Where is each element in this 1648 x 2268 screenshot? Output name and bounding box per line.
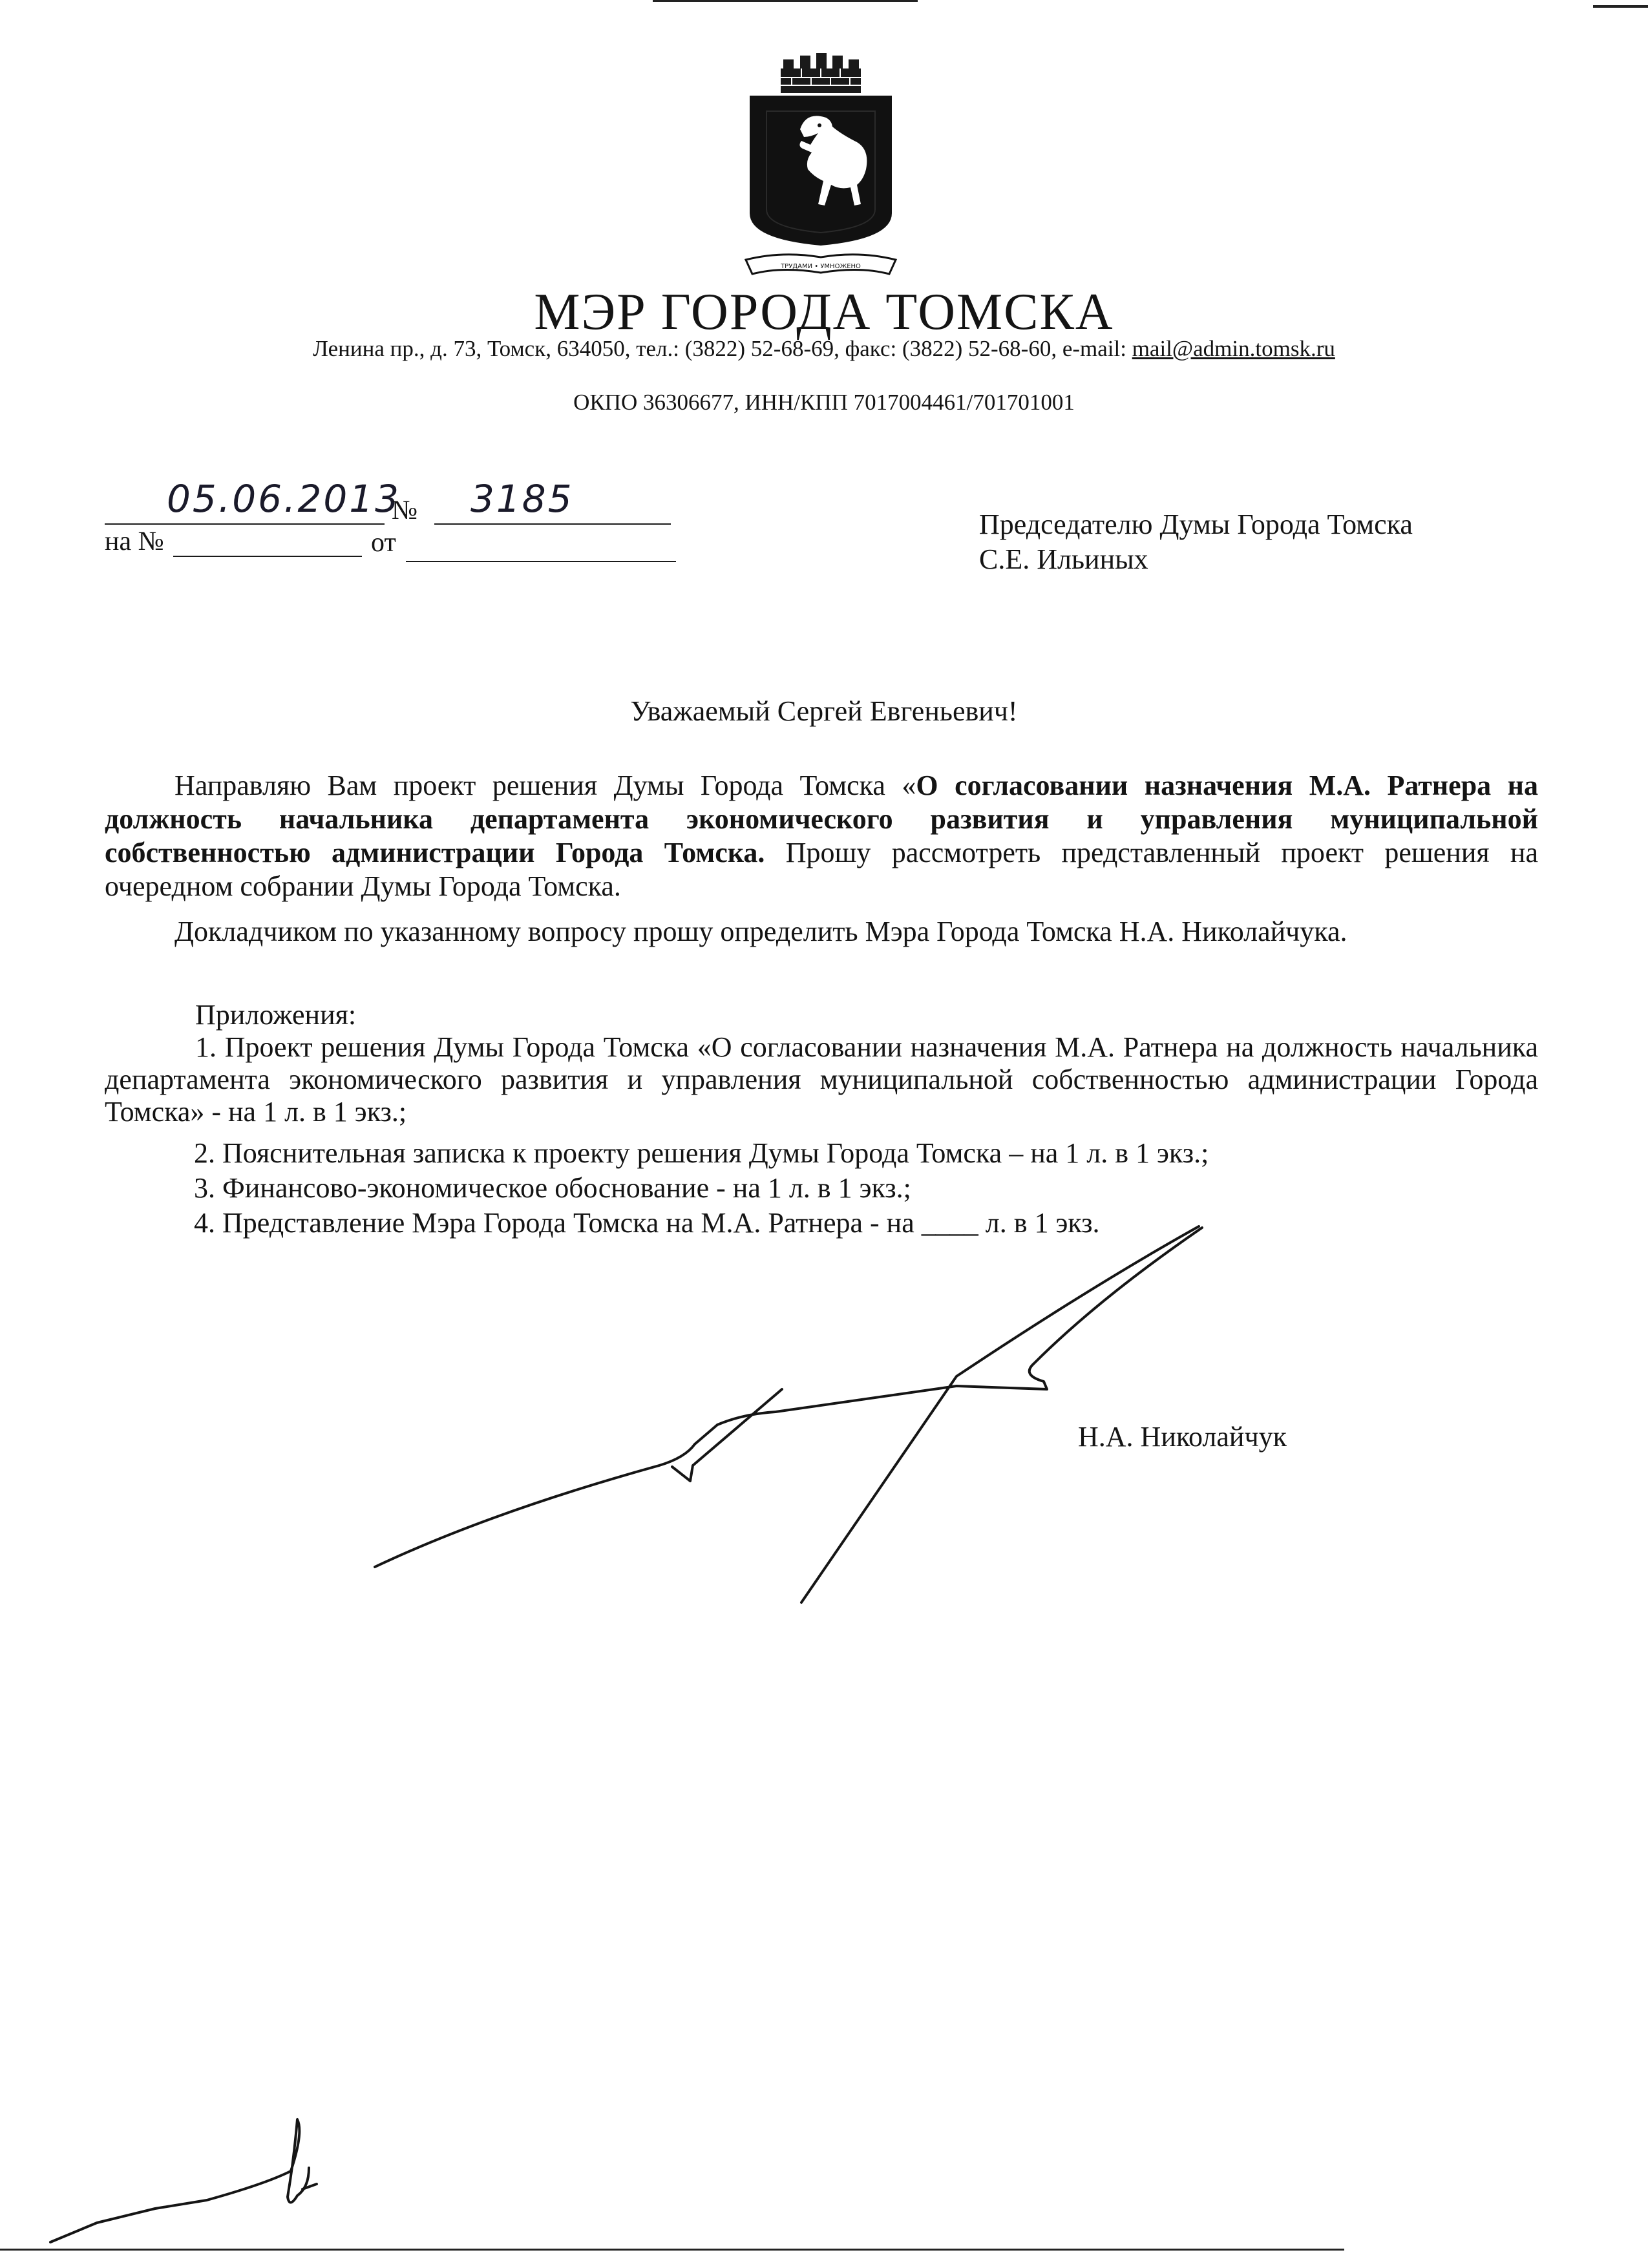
body-p1-start: Направляю Вам проект решения Думы Города Томска « — [174, 770, 916, 801]
addressee-line-2: С.Е. Ильиных — [979, 543, 1148, 575]
ref-from-label: от — [371, 528, 396, 558]
address-text: Ленина пр., д. 73, Томск, 634050, тел.: (3822) 52-68-69, факс: (3822) 52-68-60, e-mail: — [313, 336, 1132, 361]
attachments-heading: Приложения: — [195, 999, 357, 1031]
date-field: 05.06.2013 — [167, 477, 401, 521]
attachment-item-3: 3. Финансово-экономическое обоснование - на 1 л. в 1 экз.; — [194, 1172, 911, 1204]
addressee-line-1: Председателю Думы Города Томска — [979, 509, 1413, 540]
email-link[interactable]: mail@admin.tomsk.ru — [1132, 336, 1335, 361]
crest-motto: ТРУДАМИ • УМНОЖЕНО — [781, 263, 861, 270]
signer-name: Н.А. Николайчук — [1078, 1421, 1287, 1453]
body-paragraph-2: Докладчиком по указанному вопросу прошу определить Мэра Города Томска Н.А. Николайчука. — [174, 916, 1347, 947]
number-label: № — [392, 496, 418, 525]
okpo-line: ОКПО 36306677, ИНН/КПП 7017004461/701701001 — [573, 390, 1075, 415]
greeting: Уважаемый Сергей Евгеньевич! — [630, 695, 1018, 727]
initial-signature — [50, 2119, 317, 2242]
number-field: 3185 — [470, 477, 574, 521]
ref-number-label: на № — [105, 527, 164, 556]
attachment-item-1: 1. Проект решения Думы Города Томска «О согласовании назначения М.А. Ратнера на должность начальника департамента экономического развития и управления муниципальной собственностью администрации Города Томска» - на 1 л. в 1 экз.; — [105, 1031, 1538, 1128]
body-p1-bold: О согласовании назначения М.А. Ратнера на должность начальника департамента экономического развития и управления муниципальной собственностью администрации Города Томска. — [105, 770, 1538, 868]
main-signature — [375, 1226, 1202, 1602]
body-p1-end: Прошу рассмотреть представленный проект решения на очередном собрании Думы Города Томска. — [105, 837, 1538, 902]
attachment-item-2: 2. Пояснительная записка к проекту решения Думы Города Томска – на 1 л. в 1 экз.; — [194, 1137, 1209, 1169]
org-title: МЭР ГОРОДА ТОМСКА — [534, 284, 1114, 341]
attachment-item-4: 4. Представление Мэра Города Томска на М.А. Ратнера - на ____ л. в 1 экз. — [194, 1207, 1100, 1239]
